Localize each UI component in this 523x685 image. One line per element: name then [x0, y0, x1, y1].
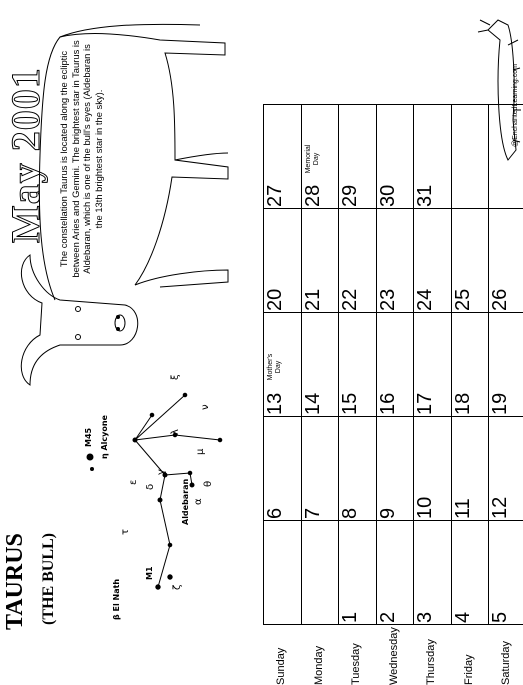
- day-number: 21: [301, 288, 324, 311]
- label-alcyone: η Alcyone: [100, 415, 109, 459]
- day-number: 7: [301, 507, 324, 519]
- credit-text: @EnchantedLearning.com: [512, 64, 519, 147]
- grid-line: [376, 105, 377, 625]
- grid-line: [488, 105, 489, 625]
- day-number: 20: [264, 288, 286, 311]
- grid-line: [263, 208, 523, 209]
- day-number: 14: [301, 392, 324, 415]
- holiday-label: Mother's Day: [267, 353, 282, 381]
- day-number: 26: [489, 288, 511, 311]
- day-number: 3: [414, 611, 436, 623]
- day-number: 24: [414, 288, 436, 311]
- grid-line: [263, 312, 523, 313]
- day-number: 13: [264, 392, 286, 415]
- day-number: 2: [376, 611, 399, 623]
- label-lambda: λ: [170, 429, 181, 435]
- grid-line: [263, 520, 523, 521]
- day-number: 8: [339, 507, 361, 519]
- label-aldebaran: Aldebaran: [181, 478, 190, 525]
- label-m45: M45: [84, 427, 93, 447]
- day-number: 5: [489, 611, 511, 623]
- month-title: May 2001: [3, 67, 48, 243]
- weekday-header: Thursday: [425, 639, 437, 685]
- label-el-nath: β El Nath: [112, 578, 121, 620]
- label-xi: ξ: [170, 374, 181, 380]
- day-number: 4: [451, 611, 474, 623]
- day-number: 17: [414, 392, 436, 415]
- label-nu: ν: [200, 404, 211, 410]
- day-number: 31: [414, 184, 436, 207]
- weekday-header: Monday: [312, 645, 325, 685]
- weekday-header: Sunday: [275, 647, 287, 685]
- constellation-description: The constellation Taurus is located along the ecliptic between Aries and Gemini. The brightest star in Taurus is Aldebaran, which is one of the bull's eyes (Aldebaran is the 13th brightest star in the sky).: [58, 40, 104, 278]
- day-number: 22: [339, 288, 361, 311]
- label-zeta: ζ: [172, 584, 183, 590]
- day-number: 1: [339, 611, 361, 623]
- weekday-header: Friday: [462, 654, 475, 685]
- weekday-header: Saturday: [500, 640, 512, 685]
- weekday-header: Tuesday: [350, 643, 362, 685]
- star-chart: [0, 365, 262, 635]
- day-number: 28: [301, 184, 324, 207]
- day-number: 9: [376, 507, 399, 519]
- bull-illustration: [0, 15, 260, 415]
- label-m1: M1: [145, 566, 154, 580]
- label-delta: δ: [145, 483, 156, 490]
- day-number: 15: [339, 392, 361, 415]
- grid-line: [338, 105, 339, 625]
- day-number: 6: [264, 507, 286, 519]
- day-number: 29: [339, 184, 361, 207]
- day-number: 11: [451, 498, 474, 519]
- grid-line: [451, 105, 452, 625]
- day-number: 27: [264, 184, 286, 207]
- day-number: 19: [489, 392, 511, 415]
- label-tau: τ: [120, 528, 131, 535]
- grid-line: [263, 416, 523, 417]
- grid-line: [413, 105, 414, 625]
- day-number: 12: [489, 496, 511, 519]
- grid-line: [263, 624, 523, 625]
- day-number: 25: [451, 288, 474, 311]
- label-mu: μ: [195, 448, 206, 455]
- constellation-subtitle: (THE BULL): [40, 532, 57, 625]
- label-gamma: γ: [156, 469, 167, 475]
- label-alpha: α: [193, 498, 204, 505]
- constellation-name: TAURUS: [2, 533, 28, 630]
- day-number: 10: [414, 496, 436, 519]
- day-number: 18: [451, 392, 474, 415]
- label-theta: θ: [203, 480, 214, 487]
- day-number: 16: [376, 392, 399, 415]
- holiday-label: Memorial Day: [304, 144, 320, 174]
- grid-line: [301, 105, 302, 625]
- grid-line: [263, 105, 264, 625]
- day-number: 30: [376, 184, 399, 207]
- label-epsilon: ε: [128, 479, 139, 485]
- weekday-header: Wednesday: [387, 627, 400, 685]
- day-number: 23: [376, 288, 399, 311]
